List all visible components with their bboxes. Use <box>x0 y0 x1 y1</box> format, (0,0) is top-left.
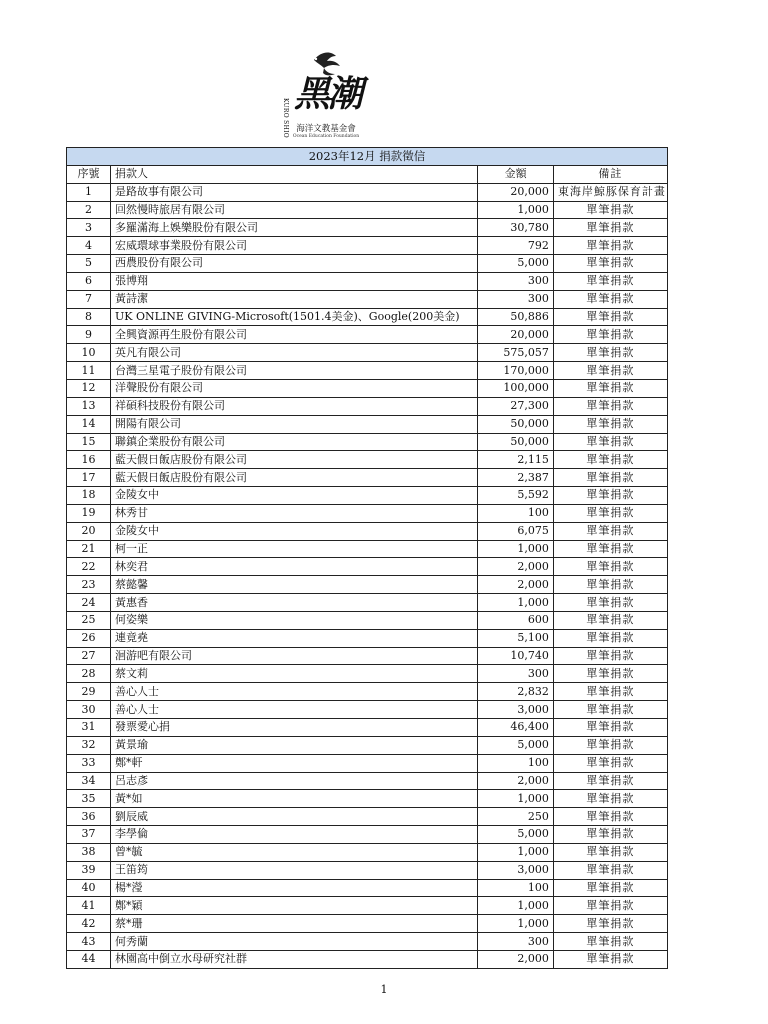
logo-org-english: Ocean Education Foundation <box>292 134 360 139</box>
row-number: 29 <box>67 683 111 701</box>
row-donor: 是路故事有限公司 <box>110 183 478 201</box>
row-amount: 170,000 <box>478 362 553 380</box>
row-amount: 100,000 <box>478 379 553 397</box>
row-amount: 1,000 <box>478 540 553 558</box>
table-row <box>67 308 668 326</box>
row-number: 42 <box>67 915 111 933</box>
row-donor: 鄭*軒 <box>110 754 478 772</box>
row-amount: 2,387 <box>478 469 553 487</box>
table-row <box>67 201 668 219</box>
row-donor: 開陽有限公司 <box>110 415 478 433</box>
row-amount: 100 <box>478 504 553 522</box>
row-note: 單筆捐款 <box>553 219 667 237</box>
row-note: 單筆捐款 <box>553 915 667 933</box>
row-note: 單筆捐款 <box>553 237 667 255</box>
row-note: 單筆捐款 <box>553 255 667 273</box>
row-donor: 林秀甘 <box>110 504 478 522</box>
row-note: 單筆捐款 <box>553 487 667 505</box>
table-row <box>67 790 668 808</box>
row-donor: 蔡懿馨 <box>110 576 478 594</box>
row-note: 單筆捐款 <box>553 504 667 522</box>
row-number: 30 <box>67 701 111 719</box>
row-donor: 藍天假日飯店股份有限公司 <box>110 451 478 469</box>
row-donor: 黃詩潔 <box>110 290 478 308</box>
row-note: 單筆捐款 <box>553 379 667 397</box>
row-donor: 李學倫 <box>110 826 478 844</box>
header-donor: 捐款人 <box>110 165 478 183</box>
row-amount: 20,000 <box>478 183 553 201</box>
row-note: 單筆捐款 <box>553 683 667 701</box>
row-amount: 1,000 <box>478 790 553 808</box>
row-donor: 多羅滿海上娛樂股份有限公司 <box>110 219 478 237</box>
logo-org-name: 海洋文教基金會 <box>296 124 356 134</box>
row-amount: 30,780 <box>478 219 553 237</box>
table-row <box>67 611 668 629</box>
row-note: 單筆捐款 <box>553 736 667 754</box>
table-row <box>67 826 668 844</box>
row-amount: 300 <box>478 272 553 290</box>
row-amount: 50,886 <box>478 308 553 326</box>
table-row <box>67 754 668 772</box>
table-row <box>67 540 668 558</box>
row-note: 單筆捐款 <box>553 647 667 665</box>
row-number: 32 <box>67 736 111 754</box>
row-note: 單筆捐款 <box>553 897 667 915</box>
table-row <box>67 879 668 897</box>
row-amount: 792 <box>478 237 553 255</box>
row-number: 31 <box>67 719 111 737</box>
row-donor: 劉辰威 <box>110 808 478 826</box>
row-amount: 100 <box>478 879 553 897</box>
row-donor: 張博翔 <box>110 272 478 290</box>
row-amount: 2,115 <box>478 451 553 469</box>
row-amount: 2,000 <box>478 772 553 790</box>
row-donor: 善心人士 <box>110 683 478 701</box>
row-amount: 6,075 <box>478 522 553 540</box>
row-amount: 5,000 <box>478 736 553 754</box>
row-number: 6 <box>67 272 111 290</box>
row-note: 單筆捐款 <box>553 326 667 344</box>
row-donor: 祥碩科技股份有限公司 <box>110 397 478 415</box>
row-donor: 英凡有限公司 <box>110 344 478 362</box>
row-donor: 聯鎮企業股份有限公司 <box>110 433 478 451</box>
table-row <box>67 683 668 701</box>
row-donor: 全興資源再生股份有限公司 <box>110 326 478 344</box>
row-number: 26 <box>67 629 111 647</box>
row-donor: 宏威環球事業股份有限公司 <box>110 237 478 255</box>
row-donor: 何姿樂 <box>110 611 478 629</box>
table-row <box>67 433 668 451</box>
row-number: 41 <box>67 897 111 915</box>
row-note: 單筆捐款 <box>553 629 667 647</box>
row-number: 21 <box>67 540 111 558</box>
row-amount: 5,592 <box>478 487 553 505</box>
row-number: 25 <box>67 611 111 629</box>
table-row <box>67 219 668 237</box>
row-amount: 250 <box>478 808 553 826</box>
table-row <box>67 272 668 290</box>
row-number: 27 <box>67 647 111 665</box>
row-number: 10 <box>67 344 111 362</box>
row-note: 單筆捐款 <box>553 611 667 629</box>
row-number: 24 <box>67 594 111 612</box>
row-note: 單筆捐款 <box>553 576 667 594</box>
row-number: 18 <box>67 487 111 505</box>
page-number: 1 <box>380 983 388 996</box>
row-donor: 台灣三星電子股份有限公司 <box>110 362 478 380</box>
row-donor: 西農股份有限公司 <box>110 255 478 273</box>
row-donor: 連竟堯 <box>110 629 478 647</box>
row-donor: 林奕君 <box>110 558 478 576</box>
table-row <box>67 487 668 505</box>
table-row <box>67 576 668 594</box>
table-row <box>67 522 668 540</box>
row-note: 單筆捐款 <box>553 272 667 290</box>
row-amount: 5,000 <box>478 255 553 273</box>
row-donor: 善心人士 <box>110 701 478 719</box>
row-donor: 何秀蘭 <box>110 933 478 951</box>
table-row <box>67 237 668 255</box>
logo-kuroshio-text: KURO SHIO <box>282 98 289 139</box>
row-donor: 洄游吧有限公司 <box>110 647 478 665</box>
row-number: 37 <box>67 826 111 844</box>
row-number: 8 <box>67 308 111 326</box>
table-row <box>67 255 668 273</box>
row-note: 單筆捐款 <box>553 433 667 451</box>
row-note: 單筆捐款 <box>553 861 667 879</box>
logo-wordmark: 黑潮 <box>294 73 361 115</box>
table-row <box>67 665 668 683</box>
table-row <box>67 558 668 576</box>
row-amount: 600 <box>478 611 553 629</box>
row-note: 單筆捐款 <box>553 843 667 861</box>
row-number: 38 <box>67 843 111 861</box>
row-donor: 蔡文莉 <box>110 665 478 683</box>
table-body <box>67 183 668 968</box>
row-note: 單筆捐款 <box>553 469 667 487</box>
row-number: 2 <box>67 201 111 219</box>
row-donor: 回然慢時旅居有限公司 <box>110 201 478 219</box>
row-donor: 黃*如 <box>110 790 478 808</box>
row-note: 單筆捐款 <box>553 719 667 737</box>
row-donor: 呂志彥 <box>110 772 478 790</box>
row-number: 40 <box>67 879 111 897</box>
table-row <box>67 808 668 826</box>
table-header-row <box>67 165 668 183</box>
row-amount: 300 <box>478 933 553 951</box>
table-title: 2023年12月 捐款徵信 <box>67 148 668 166</box>
row-donor: 黃景瑜 <box>110 736 478 754</box>
row-note: 單筆捐款 <box>553 933 667 951</box>
row-number: 22 <box>67 558 111 576</box>
table-row <box>67 629 668 647</box>
row-amount: 5,000 <box>478 826 553 844</box>
table-row <box>67 701 668 719</box>
row-donor: 楊*瀅 <box>110 879 478 897</box>
row-number: 12 <box>67 379 111 397</box>
row-amount: 2,000 <box>478 558 553 576</box>
row-amount: 5,100 <box>478 629 553 647</box>
row-number: 23 <box>67 576 111 594</box>
row-amount: 1,000 <box>478 915 553 933</box>
table-row <box>67 647 668 665</box>
row-note: 單筆捐款 <box>553 790 667 808</box>
row-number: 9 <box>67 326 111 344</box>
row-number: 16 <box>67 451 111 469</box>
row-number: 20 <box>67 522 111 540</box>
row-note: 單筆捐款 <box>553 665 667 683</box>
row-amount: 2,832 <box>478 683 553 701</box>
row-note: 單筆捐款 <box>553 808 667 826</box>
row-number: 5 <box>67 255 111 273</box>
row-donor: 洋聲股份有限公司 <box>110 379 478 397</box>
donation-table <box>66 147 668 969</box>
row-amount: 575,057 <box>478 344 553 362</box>
row-note: 單筆捐款 <box>553 308 667 326</box>
table-row <box>67 719 668 737</box>
row-number: 17 <box>67 469 111 487</box>
row-donor: 林園高中倒立水母研究社群 <box>110 950 478 968</box>
row-amount: 20,000 <box>478 326 553 344</box>
table-row <box>67 843 668 861</box>
row-note: 單筆捐款 <box>553 290 667 308</box>
table-row <box>67 362 668 380</box>
table-row <box>67 736 668 754</box>
row-number: 34 <box>67 772 111 790</box>
table-row <box>67 594 668 612</box>
row-note: 單筆捐款 <box>553 540 667 558</box>
table-row <box>67 397 668 415</box>
row-donor: 蔡*珊 <box>110 915 478 933</box>
table-row <box>67 451 668 469</box>
row-note: 單筆捐款 <box>553 594 667 612</box>
table-row <box>67 861 668 879</box>
row-amount: 300 <box>478 290 553 308</box>
row-note: 單筆捐款 <box>553 558 667 576</box>
table-row <box>67 950 668 968</box>
table-row <box>67 415 668 433</box>
row-note: 單筆捐款 <box>553 522 667 540</box>
table-row <box>67 915 668 933</box>
row-note: 單筆捐款 <box>553 950 667 968</box>
row-donor: 藍天假日飯店股份有限公司 <box>110 469 478 487</box>
row-note: 單筆捐款 <box>553 754 667 772</box>
table-row <box>67 933 668 951</box>
table-row <box>67 469 668 487</box>
table-row <box>67 290 668 308</box>
row-amount: 1,000 <box>478 201 553 219</box>
table-row <box>67 897 668 915</box>
row-number: 13 <box>67 397 111 415</box>
row-number: 33 <box>67 754 111 772</box>
row-number: 39 <box>67 861 111 879</box>
row-donor: 鄭*穎 <box>110 897 478 915</box>
row-amount: 1,000 <box>478 594 553 612</box>
header-amount: 金額 <box>478 165 553 183</box>
row-number: 28 <box>67 665 111 683</box>
table-row <box>67 504 668 522</box>
table-row <box>67 379 668 397</box>
row-amount: 3,000 <box>478 861 553 879</box>
row-amount: 50,000 <box>478 433 553 451</box>
row-number: 43 <box>67 933 111 951</box>
row-number: 19 <box>67 504 111 522</box>
row-number: 11 <box>67 362 111 380</box>
row-note: 單筆捐款 <box>553 344 667 362</box>
row-donor: 金陵女中 <box>110 487 478 505</box>
row-donor: UK ONLINE GIVING-Microsoft(1501.4美金)、Google(200美金) <box>110 308 478 326</box>
row-note: 單筆捐款 <box>553 201 667 219</box>
row-donor: 發票愛心捐 <box>110 719 478 737</box>
header-no: 序號 <box>67 165 111 183</box>
row-number: 35 <box>67 790 111 808</box>
row-number: 44 <box>67 950 111 968</box>
row-donor: 曾*毓 <box>110 843 478 861</box>
row-note: 東海岸鯨豚保育計畫 <box>553 183 667 201</box>
row-donor: 柯一正 <box>110 540 478 558</box>
row-amount: 50,000 <box>478 415 553 433</box>
row-amount: 100 <box>478 754 553 772</box>
row-amount: 2,000 <box>478 950 553 968</box>
row-number: 4 <box>67 237 111 255</box>
header-note: 備註 <box>553 165 667 183</box>
row-note: 單筆捐款 <box>553 415 667 433</box>
row-note: 單筆捐款 <box>553 362 667 380</box>
row-amount: 1,000 <box>478 843 553 861</box>
row-number: 3 <box>67 219 111 237</box>
row-amount: 10,740 <box>478 647 553 665</box>
row-donor: 黃惠香 <box>110 594 478 612</box>
table-row <box>67 326 668 344</box>
row-note: 單筆捐款 <box>553 451 667 469</box>
row-amount: 2,000 <box>478 576 553 594</box>
row-donor: 金陵女中 <box>110 522 478 540</box>
row-note: 單筆捐款 <box>553 701 667 719</box>
row-note: 單筆捐款 <box>553 772 667 790</box>
row-note: 單筆捐款 <box>553 826 667 844</box>
row-amount: 1,000 <box>478 897 553 915</box>
table-row <box>67 772 668 790</box>
row-number: 14 <box>67 415 111 433</box>
row-number: 7 <box>67 290 111 308</box>
row-amount: 300 <box>478 665 553 683</box>
table-row <box>67 344 668 362</box>
row-number: 36 <box>67 808 111 826</box>
row-donor: 王笛筠 <box>110 861 478 879</box>
row-amount: 3,000 <box>478 701 553 719</box>
row-number: 1 <box>67 183 111 201</box>
row-number: 15 <box>67 433 111 451</box>
row-note: 單筆捐款 <box>553 397 667 415</box>
row-amount: 46,400 <box>478 719 553 737</box>
row-amount: 27,300 <box>478 397 553 415</box>
row-note: 單筆捐款 <box>553 879 667 897</box>
table-row <box>67 183 668 201</box>
foundation-logo <box>280 46 370 142</box>
